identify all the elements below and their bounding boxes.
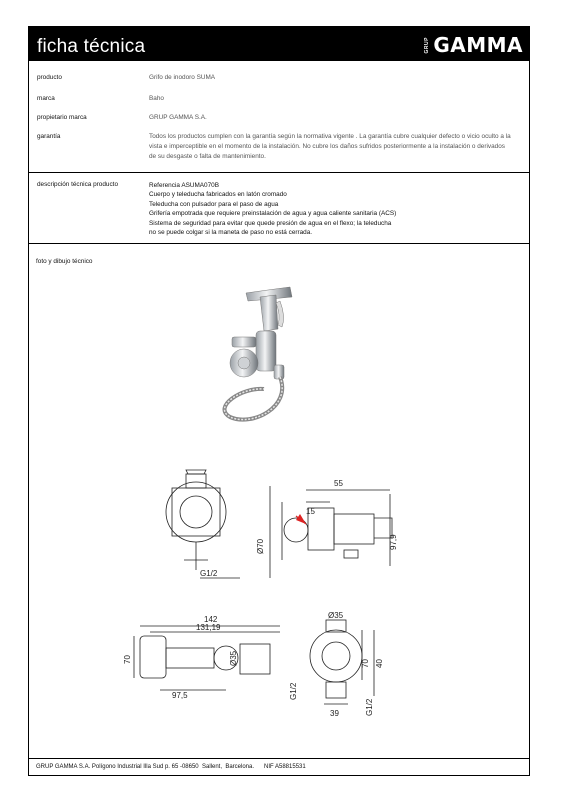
- brand-logo: [425, 35, 523, 55]
- descripcion-text: [149, 181, 396, 237]
- footer-text: GRUP GAMMA S.A. Polígono Industrial Illa Sud p. 65 -08650 Sallent, Barcelona. NIF A58815531: [36, 764, 306, 770]
- product-photo: [172, 257, 322, 437]
- brand-small-text: GRUP: [424, 36, 431, 54]
- dim-55: 55: [334, 479, 343, 488]
- divider: [29, 243, 529, 244]
- dim-35-diameter-b: Ø35: [328, 611, 344, 620]
- desc-line: Referencia ASUMA070B: [149, 182, 219, 189]
- dim-15: 15: [306, 507, 315, 516]
- dim-35-diameter: Ø35: [229, 650, 238, 666]
- value-garantia: [149, 132, 519, 162]
- brand-name: GAMMA: [433, 33, 523, 57]
- label-propietario: propietario marca: [37, 114, 87, 121]
- header-bar: [29, 27, 529, 61]
- dim-39: 39: [330, 709, 339, 718]
- technical-drawing: [100, 450, 400, 730]
- garantia-line: vista e imperceptible en el momento de la instalación. No cubre los daños sufridos posteriormente a la instalación o derivados: [149, 143, 505, 150]
- dim-97-5: 97,5: [172, 691, 188, 700]
- dim-142: 142: [204, 615, 218, 624]
- label-foto: foto y dibujo técnico: [36, 258, 93, 265]
- garantia-line: de su desgaste o falta de mantenimiento.: [149, 153, 266, 160]
- divider: [29, 172, 529, 173]
- dim-thread-2: G1/2: [289, 682, 298, 700]
- dim-131-19: 131,19: [196, 623, 221, 632]
- value-marca: Baho: [149, 95, 164, 102]
- dim-70-diameter: Ø70: [256, 538, 265, 554]
- desc-line: Sistema de seguridad para evitar que quede presión de agua en el flexo; la teleducha: [149, 219, 392, 227]
- dim-70-b: 70: [361, 659, 370, 668]
- label-descripcion: descripción técnica producto: [37, 181, 118, 188]
- desc-line: Cuerpo y teleducha fabricados en latón cromado: [149, 191, 287, 199]
- label-producto: producto: [37, 74, 62, 81]
- dim-97-9: 97,9: [389, 534, 398, 550]
- desc-line: Teleducha con pulsador para el paso de agua: [149, 200, 279, 208]
- dim-thread-3: G1/2: [365, 698, 374, 716]
- value-producto: Grifo de inodoro SUMA: [149, 74, 216, 81]
- page-title: ficha técnica: [37, 36, 146, 57]
- value-propietario: GRUP GAMMA S.A.: [149, 114, 207, 121]
- desc-line: no se puede colgar si la maneta de paso no está cerrada.: [149, 229, 313, 237]
- garantia-line: Todos los productos cumplen con la garantía según la normativa vigente . La garantía cubre cualquier defecto o vicio oculto a la: [149, 133, 511, 140]
- dim-thread-1: G1/2: [200, 569, 218, 578]
- divider: [29, 758, 529, 759]
- desc-line: Grifería empotrada que requiere preinstalación de agua y agua caliente sanitaria (ACS): [149, 210, 397, 218]
- label-garantia: garantía: [37, 133, 61, 140]
- label-marca: marca: [37, 95, 55, 102]
- dim-70: 70: [123, 655, 132, 664]
- dim-40: 40: [375, 659, 384, 668]
